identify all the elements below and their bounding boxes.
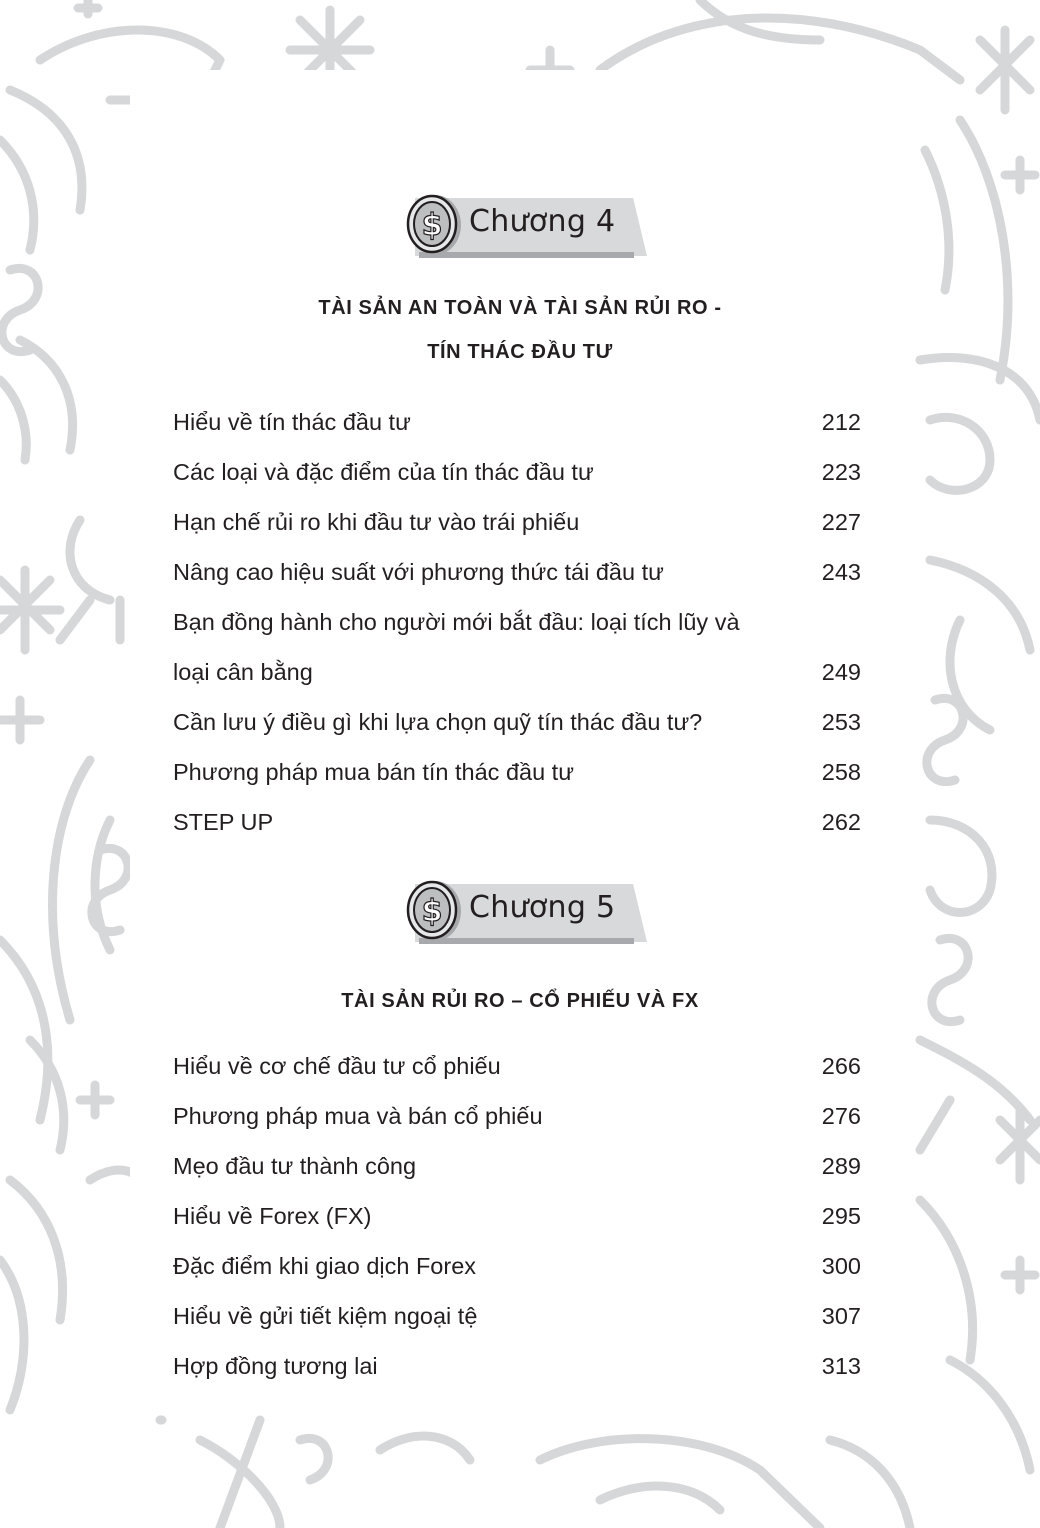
- toc-entry-page: 289: [821, 1153, 861, 1179]
- toc-entry-title: Phương pháp mua bán tín thác đầu tư: [173, 759, 574, 785]
- dollar-coin-icon: [405, 192, 463, 256]
- toc-entry-page: 258: [821, 759, 861, 785]
- dollar-coin-icon: [405, 878, 463, 942]
- svg-text:$: $: [421, 894, 443, 929]
- toc-entry: [173, 1303, 861, 1333]
- toc-entry-title: Mẹo đầu tư thành công: [173, 1153, 417, 1179]
- toc-entry-page: 212: [821, 409, 861, 435]
- toc-entry-title: Hiểu về Forex (FX): [173, 1203, 372, 1229]
- toc-entry: [173, 409, 861, 439]
- chapter-4-title-line-1: TÀI SẢN AN TOÀN VÀ TÀI SẢN RỦI RO -: [318, 297, 722, 319]
- toc-entry-title: Hiểu về cơ chế đầu tư cổ phiếu: [173, 1053, 501, 1079]
- toc-entry-title: Nâng cao hiệu suất với phương thức tái đầu tư: [173, 559, 664, 585]
- toc-entry: [173, 1103, 861, 1133]
- toc-entry: [173, 809, 861, 839]
- toc-entry-page: 243: [821, 559, 861, 585]
- toc-entry-title: Bạn đồng hành cho người mới bắt đầu: loại tích lũy và: [173, 609, 740, 635]
- toc-entry: [173, 559, 861, 589]
- toc-entry-page: 300: [821, 1253, 861, 1279]
- toc-entry: [173, 659, 861, 689]
- svg-text:$: $: [421, 208, 443, 243]
- toc-entry-page: 307: [821, 1303, 861, 1329]
- toc-entry-page: 266: [821, 1053, 861, 1079]
- toc-entry-page: 276: [821, 1103, 861, 1129]
- toc-entry: [173, 709, 861, 739]
- toc-entry-title: Cần lưu ý điều gì khi lựa chọn quỹ tín thác đầu tư?: [173, 709, 703, 735]
- toc-entry-title: STEP UP: [173, 809, 274, 835]
- toc-entry: [173, 1053, 861, 1083]
- chapter-label: Chương 4: [469, 204, 616, 239]
- chapter-4-title-line-2: TÍN THÁC ĐẦU TƯ: [427, 341, 613, 363]
- toc-entry: [173, 1353, 861, 1383]
- toc-entry: [173, 509, 861, 539]
- toc-entry-page: 253: [821, 709, 861, 735]
- toc-entry: [173, 1253, 861, 1283]
- toc-entry-title: Hiểu về gửi tiết kiệm ngoại tệ: [173, 1303, 478, 1329]
- chapter-5-title-line-1: TÀI SẢN RỦI RO – CỔ PHIẾU VÀ FX: [341, 990, 699, 1012]
- chapter-label: Chương 5: [469, 890, 616, 925]
- toc-entry-page: 223: [821, 459, 861, 485]
- toc-entry-title: Hiểu về tín thác đầu tư: [173, 409, 411, 435]
- toc-entry: [173, 609, 861, 639]
- toc-entry-title: Đặc điểm khi giao dịch Forex: [173, 1253, 477, 1279]
- toc-entry-title: loại cân bằng: [173, 659, 313, 685]
- toc-entry-title: Phương pháp mua và bán cổ phiếu: [173, 1103, 543, 1129]
- chapter-4-badge: [405, 192, 645, 264]
- toc-entry-page: 313: [821, 1353, 861, 1379]
- toc-entry-title: Các loại và đặc điểm của tín thác đầu tư: [173, 459, 594, 485]
- toc-entry-page: 227: [821, 509, 861, 535]
- toc-entry: [173, 459, 861, 489]
- toc-entry: [173, 1203, 861, 1233]
- toc-entry-title: Hạn chế rủi ro khi đầu tư vào trái phiếu: [173, 509, 580, 535]
- toc-entry: [173, 759, 861, 789]
- toc-entry-page: 249: [821, 659, 861, 685]
- toc-entry-page: 262: [821, 809, 861, 835]
- toc-entry-page: 295: [821, 1203, 861, 1229]
- chapter-5-badge: [405, 878, 645, 950]
- toc-entry: [173, 1153, 861, 1183]
- toc-entry-title: Hợp đồng tương lai: [173, 1353, 378, 1379]
